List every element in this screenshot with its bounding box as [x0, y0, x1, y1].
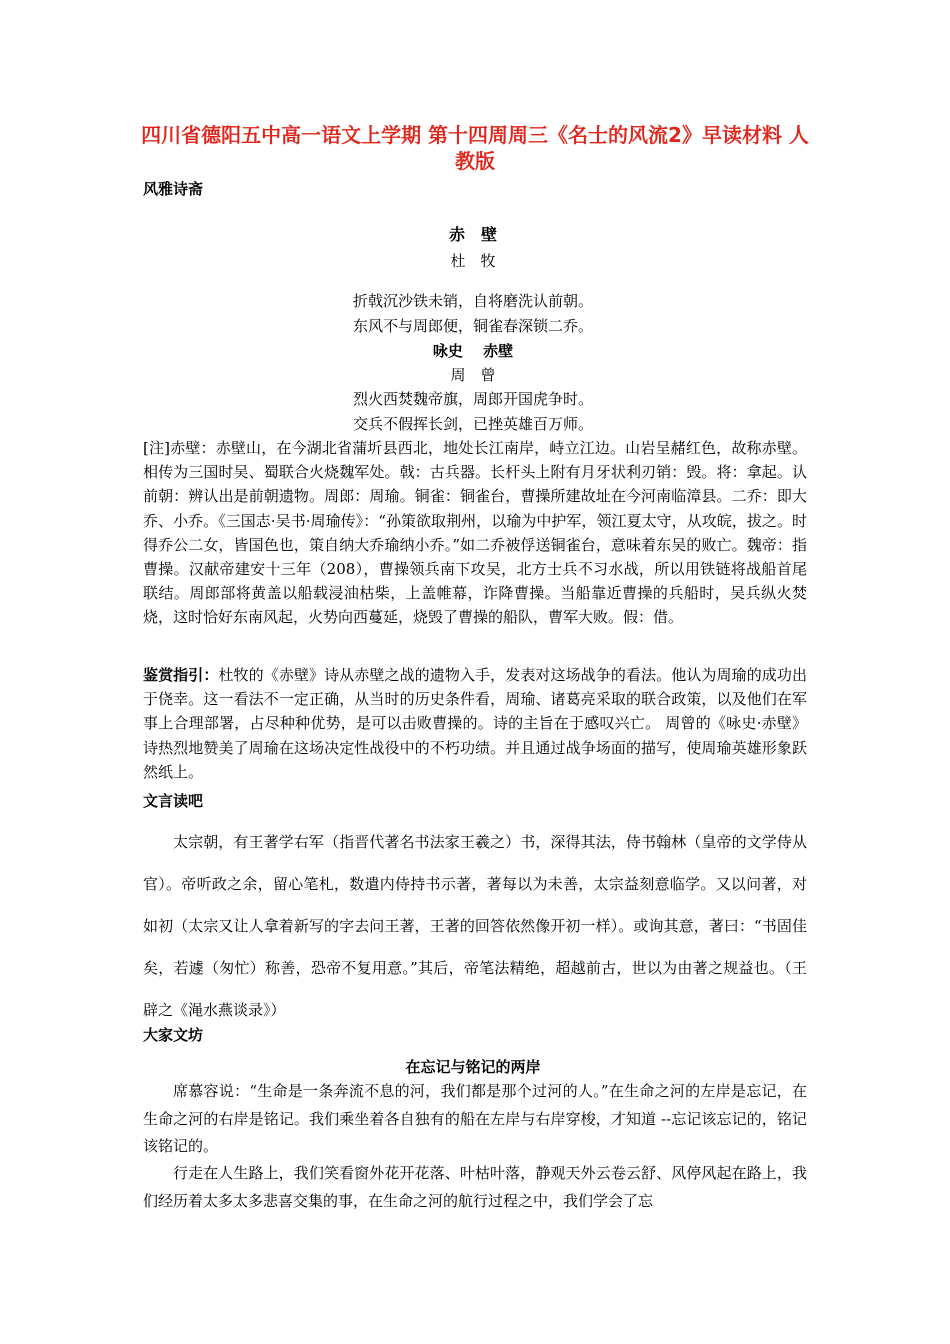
poem2-line-2: 交兵不假挥长剑，已挫英雄百万师。	[352, 415, 593, 433]
section-heading-poetry: 风雅诗斋	[143, 180, 204, 198]
document-title: 四川省德阳五中高一语文上学期 第十四周周三《名士的风流2》早读材料 人教版	[141, 123, 809, 173]
poem1-line-2: 东风不与周郎便，铜雀春深锁二乔。	[352, 317, 593, 335]
poem2-author: 周 曾	[450, 366, 496, 384]
classical-text: 太宗朝，有王著学右军（指晋代著名书法家王羲之）书，深得其法，侍书翰林（皇帝的文学侍从官）。帝听政之余，留心笔札，数遣内侍持书示著，著每以为未善，太宗益刻意临学。又以问著，对如初（太宗又让人拿着新写的字去问王著，王著的回答依然像开初一样）。或询其意，著曰：“书固佳矣，若遽（匆忙）称善，恐帝不复用意。”其后，帝笔法精绝，超越前古，世以为由著之规益也。（王辟之《渑水燕谈录》）	[143, 833, 807, 1019]
poem2-line-1: 烈火西焚魏帝旗，周郎开国虎争时。	[352, 390, 593, 408]
poem1-author: 杜 牧	[450, 252, 496, 270]
appreciation-text: 杜牧的《赤壁》诗从赤壁之战的遗物入手，发表对这场战争的看法。他认为周瑜的成功出于侥幸。这一看法不一定正确，从当时的历史条件看，周瑜、诸葛亮采取的联合政策，以及他们在军事上合理部署，占尽种种优势，是可以击败曹操的。诗的主旨在于感叹兴亡。 周曾的《咏史·赤壁》诗热烈地赞美了周瑜在这场决定性战役中的不朽功绩。并且通过战争场面的描写，使周瑜英雄形象跃然纸上。	[143, 666, 807, 781]
poem-notes: [注]赤壁：赤壁山，在今湖北省蒲圻县西北，地处长江南岸，峙立江边。山岩呈赭红色，故称赤壁。相传为三国时吴、蜀联合火烧魏军处。戟：古兵器。长杆头上附有月牙状利刃销：毁。将：拿起。认前朝：辨认出是前朝遗物。周郎：周瑜。铜雀：铜雀台，曹操所建故址在今河南临漳县。二乔：即大乔、小乔。《三国志·吴书·周瑜传》：“孙策欲取荆州，以瑜为中护军，领江夏太守，从攻皖，拔之。时得乔公二女，皆国色也，策自纳大乔瑜纳小乔。”如二乔被俘送铜雀台，意味着东吴的败亡。魏帝：指曹操。汉献帝建安十三年（208），曹操领兵南下攻吴，北方士兵不习水战，所以用铁链将战船首尾联结。周郎部将黄盖以船载浸油枯柴，上盖帷幕，诈降曹操。当船靠近曹操的兵船时，吴兵纵火焚烧，这时恰好东南风起，火势向西蔓延，烧毁了曹操的船队，曹军大败。假：借。	[143, 439, 807, 627]
essay-title: 在忘记与铭记的两岸	[405, 1058, 541, 1076]
essay-paragraph-1: 席慕容说：“生命是一条奔流不息的河，我们都是那个过河的人。”在生命之河的左岸是忘记，在生命之河的右岸是铭记。我们乘坐着各自独有的船在左岸与右岸穿梭，才知道 --忘记该忘记的，铭记该铭记的。	[143, 1082, 807, 1155]
appreciation-lead: 鉴赏指引：	[143, 666, 219, 684]
appreciation-paragraph	[143, 663, 807, 784]
section-heading-essay: 大家文坊	[143, 1026, 204, 1044]
section-heading-classical: 文言读吧	[143, 792, 204, 810]
poem2-title: 咏史 赤壁	[432, 342, 514, 360]
poem1-title: 赤 壁	[448, 225, 497, 244]
essay-paragraph-2: 行走在人生路上，我们笑看窗外花开花落、叶枯叶落，静观天外云卷云舒、风停风起在路上，我们经历着太多太多悲喜交集的事，在生命之河的航行过程之中，我们学会了忘	[143, 1164, 807, 1210]
poem1-line-1: 折戟沉沙铁未销，自将磨洗认前朝。	[352, 292, 593, 310]
